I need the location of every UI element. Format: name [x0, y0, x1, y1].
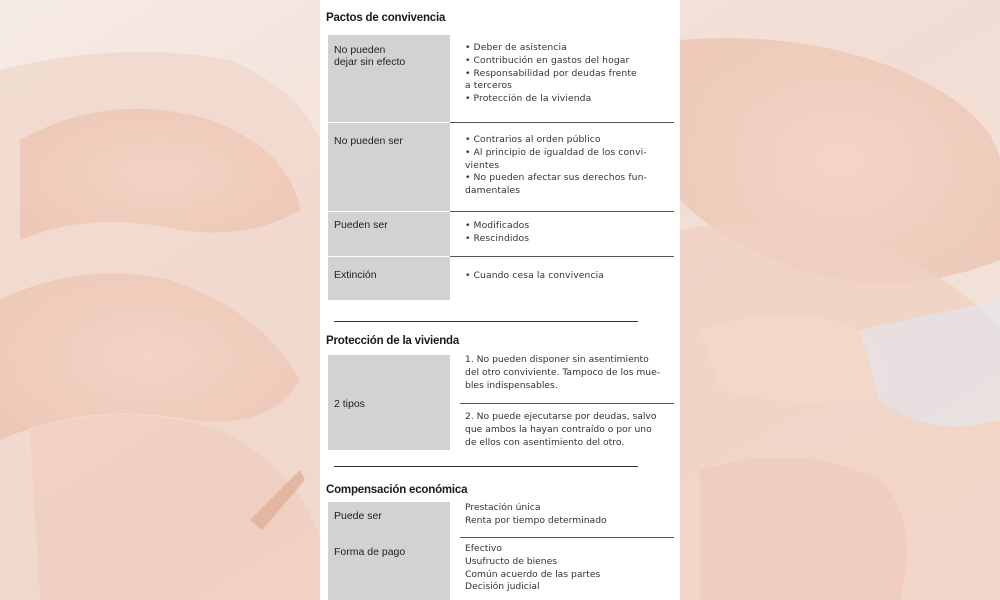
row-divider: [450, 211, 674, 212]
vivienda-item-2: 2. No puede ejecutarse por deudas, salvo que ambos la hayan contraído o por uno de ellos con asentimiento del otro.: [465, 411, 657, 448]
row-divider: [460, 537, 674, 538]
row-label-2-tipos: 2 tipos: [328, 355, 450, 450]
row-label-no-pueden-dejar: No pueden dejar sin efecto: [328, 35, 450, 122]
section-title-compensacion: Compensación económica: [326, 484, 468, 496]
row-list-no-pueden-ser: • Contrarios al orden público • Al principio de igualdad de los convi- vientes • No pueden afectar sus derechos fun- damentales: [465, 134, 647, 197]
section-title-pactos: Pactos de convivencia: [326, 12, 446, 24]
row-label-extincion: Extinción: [328, 257, 450, 300]
compensacion-label-box: [328, 502, 450, 600]
row-list-extincion: • Cuando cesa la convivencia: [465, 270, 604, 281]
vivienda-item-1: 1. No pueden disponer sin asentimiento del otro conviviente. Tampoco de los mue- bles indispensables.: [465, 354, 661, 391]
row-divider: [450, 256, 674, 257]
row-label-no-pueden-ser: No pueden ser: [328, 123, 450, 211]
row-list-pueden-ser: • Modificados • Rescindidos: [465, 220, 530, 244]
info-panel: [320, 0, 680, 600]
section-separator: [334, 466, 638, 467]
compensacion-items-1: Prestación única Renta por tiempo determinado: [465, 502, 607, 526]
label-forma-de-pago: Forma de pago: [334, 546, 406, 558]
compensacion-items-2: Efectivo Usufructo de bienes Común acuerdo de las partes Decisión judicial: [465, 543, 601, 593]
section-separator: [334, 321, 638, 322]
label-puede-ser: Puede ser: [334, 510, 382, 522]
row-list-no-pueden-dejar: • Deber de asistencia • Contribución en gastos del hogar • Responsabilidad por deudas frente a terceros • Protección de la vivienda: [465, 42, 637, 105]
row-divider: [460, 403, 674, 404]
row-divider: [450, 122, 674, 123]
section-title-vivienda: Protección de la vivienda: [326, 335, 460, 347]
row-label-pueden-ser: Pueden ser: [328, 212, 450, 256]
